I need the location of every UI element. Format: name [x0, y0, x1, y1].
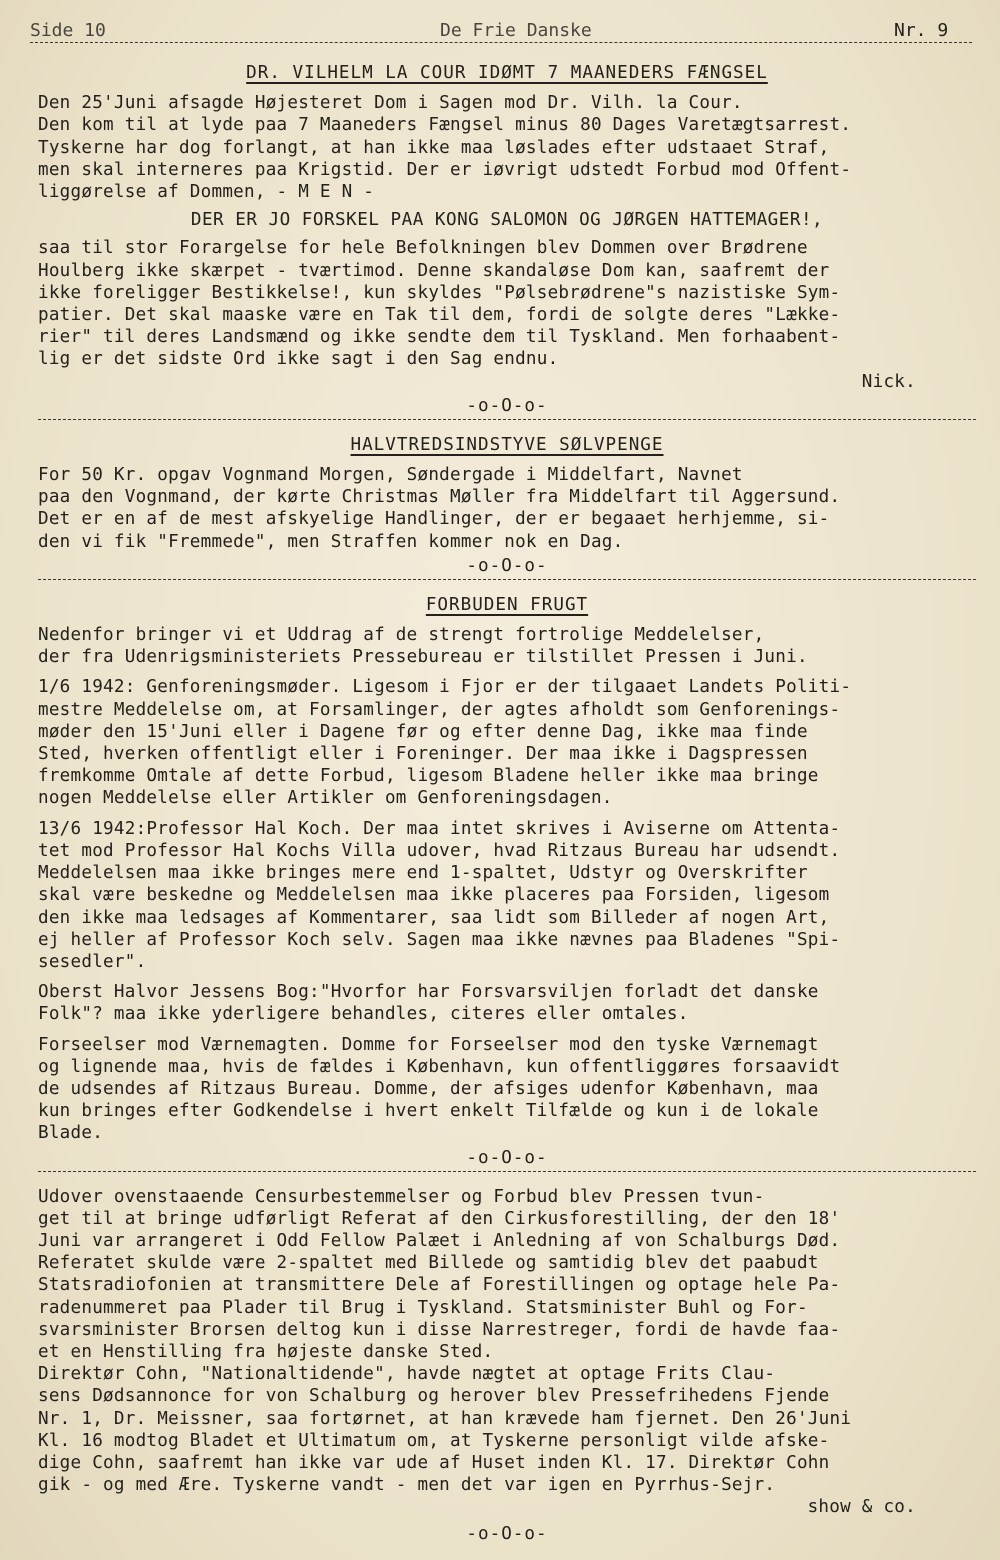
article-paragraph: Direktør Cohn, "Nationaltidende", havde nægtet at optage Frits Clau- sens Dødsannonce for von Schalburg og herover blev Pressefrihedens Fjende Nr. 1, Dr. Meissner, saa fortørnet, at han krævede ham fjernet. Den 26'Juni Kl. 16 modtog Bladet et Ultimatum om, at Tyskerne personligt vilde afske- dige Cohn, saafremt han ikke var ude af Huset inden Kl. 17. Direktør Cohn gik - og med Ære. Tyskerne vandt - men det var igen en Pyrrhus-Sejr.: [38, 1364, 852, 1496]
article-paragraph: Udover ovenstaaende Censurbestemmelser og Forbud blev Pressen tvun- get til at bringe udførligt Referat af den Cirkusforestilling, der den 18' Juni var arrangeret i Odd Fellow Palæet i Anledning af von Schalburgs Død. Referatet skulde være 2-spaltet med Billede og samtidig blev det paabudt Statsradiofonien at transmittere Dele af Forestillingen og optage hele Pa- radenummeret paa Plader til Brug i Tyskland. Statsminister Buhl og For- svarsminister Brorsen deltog kun i disse Narrestreger, fordi de havde faa- et en Henstilling fra højeste danske Sted.: [38, 1186, 841, 1362]
article-title: FORBUDEN FRUGT: [425, 594, 589, 615]
newspaper-title: De Frie Danske: [440, 20, 592, 41]
article-la-cour: [38, 62, 976, 420]
section-separator: -o-O-o-: [38, 555, 976, 580]
page-number: Side 10: [30, 20, 106, 41]
section-separator: -o-O-o-: [38, 395, 976, 420]
article-paragraph: Den 25'Juni afsagde Højesteret Dom i Sagen mod Dr. Vilh. la Cour. Den kom til at lyde paa 7 Maaneders Fængsel minus 80 Dages Varetægtsarrest. Tyskerne har dog forlangt, at han ikke maa løslades efter udstaaet Straf, men skal interneres paa Krigstid. Der er iøvrigt udstedt Forbud mod Offent- liggørelse af Dommen, - M E N -: [38, 93, 852, 203]
article-signature: show & co.: [807, 1497, 916, 1518]
article-paragraph: Nedenfor bringer vi et Uddrag af de strengt fortrolige Meddelelser, der fra Udenrigsministeriets Pressebureau er tilstillet Pressen i Juni.: [38, 625, 808, 668]
section-separator: -o-O-o-: [38, 1147, 976, 1172]
article-forbuden-frugt: [38, 594, 976, 1172]
article-title: DR. VILHELM LA COUR IDØMT 7 MAANEDERS FÆNGSEL: [246, 63, 768, 83]
censorship-item: 13/6 1942:Professor Hal Koch. Der maa intet skrives i Aviserne om Attenta- tet mod Professor Hal Kochs Villa udover, hvad Ritzaus Bureau har udsendt. Meddelelsen maa ikke bringes mere end 1-spaltet, Udstyr og Overskrifter skal være beskedne og Meddelelsen maa ikke placeres paa Forsiden, ligesom den ikke maa ledsages af Kommentarer, saa lidt som Billeder af nogen Art, ej heller af Professor Koch selv. Sagen maa ikke nævnes paa Bladenes "Spi- sesedler".: [38, 818, 841, 972]
issue-number: Nr. 9: [894, 20, 949, 41]
article-paragraph: saa til stor Forargelse for hele Befolkningen blev Dommen over Brødrene Houlberg ikke skærpet - tværtimod. Denne skandaløse Dom kan, saafremt der ikke foreligger Bestikkelse!, kun skyldes "Pølsebrødrene"s nazistiske Sym- patier. Det skal maaske være en Tak til dem, fordi de solgte deres "Lække- rier" til deres Landsmænd og ikke sendte dem til Tyskland. Men forhaabent- lig er det sidste Ord ikke sagt i den Sag endnu.: [38, 238, 841, 370]
article-cirkusforestilling: [38, 1186, 976, 1545]
article-soelvpenge: [38, 434, 976, 580]
censorship-item: Oberst Halvor Jessens Bog:"Hvorfor har Forsvarsviljen forladt det danske Folk"? maa ikke yderligere behandles, citeres eller omtales.: [38, 982, 819, 1025]
article-title: HALVTREDSINDSTYVE SØLVPENGE: [350, 434, 664, 455]
censorship-item: 1/6 1942: Genforeningsmøder. Ligesom i Fjor er der tilgaaet Landets Politi- mestre Meddelelse om, at Forsamlinger, der agtes afholdt som Genforenings- møder den 15'Juni eller i Dagene før og efter denne Dag, ikke maa finde Sted, hverken offentligt eller i Foreninger. Der maa ikke i Dagspressen fremkomme Omtale af dette Forbud, ligesom Bladene heller ikke maa bringe nogen Meddelelse eller Artikler om Genforeningsdagen.: [38, 677, 852, 809]
section-separator: -o-O-o-: [466, 1523, 548, 1544]
censorship-item: Forseelser mod Værnemagten. Domme for Forseelser mod den tyske Værnemagt og lignende maa, hvis de fældes i København, kun offentliggøres forsaavidt de udsendes af Ritzaus Bureau. Domme, der afsiges udenfor København, maa kun bringes efter Godkendelse i hvert enkelt Tilfælde og kun i de lokale Blade.: [38, 1034, 841, 1144]
article-signature: Nick.: [861, 371, 916, 392]
header-rule: [30, 42, 972, 43]
article-subheading: DER ER JO FORSKEL PAA KONG SALOMON OG JØRGEN HATTEMAGER!,: [190, 210, 824, 231]
article-paragraph: For 50 Kr. opgav Vognmand Morgen, Søndergade i Middelfart, Navnet paa den Vognmand, der kørte Christmas Møller fra Middelfart til Aggersund. Det er en af de mest afskyelige Handlinger, der er begaaet herhjemme, si- den vi fik "Fremmede", men Straffen kommer nok en Dag.: [38, 465, 841, 552]
page-header: [30, 20, 972, 46]
document-body: [38, 60, 976, 1545]
